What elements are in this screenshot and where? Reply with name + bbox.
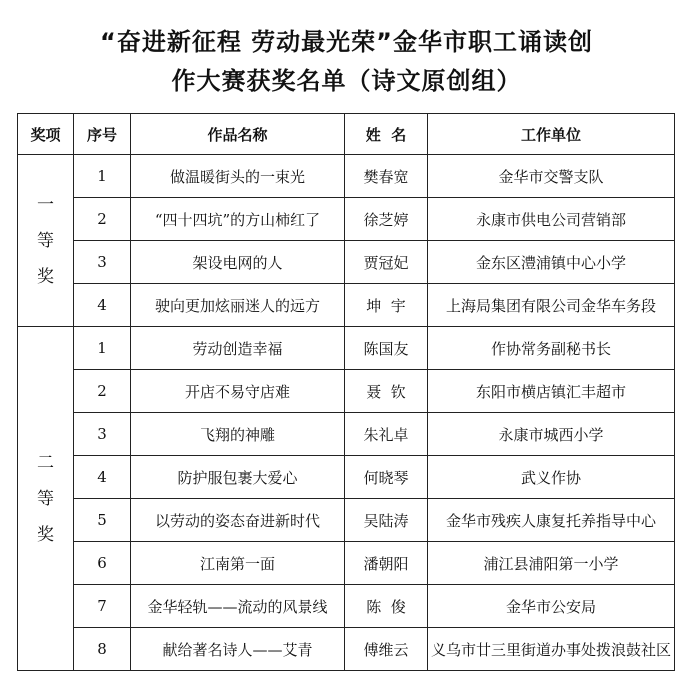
cell-no: 4: [74, 284, 131, 327]
cell-work: 金华轻轨——流动的风景线: [131, 585, 345, 628]
cell-unit: 作协常务副秘书长: [428, 327, 675, 370]
cell-name: 朱礼卓: [345, 413, 428, 456]
table-row: [18, 284, 675, 327]
cell-no: 2: [74, 370, 131, 413]
cell-no: 7: [74, 585, 131, 628]
cell-name: 何晓琴: [345, 456, 428, 499]
cell-no: 3: [74, 241, 131, 284]
header-no: 序号: [74, 114, 131, 155]
cell-name: 聂 钦: [345, 370, 428, 413]
cell-name: 贾冠妃: [345, 241, 428, 284]
header-name: 姓 名: [345, 114, 428, 155]
header-award: 奖项: [18, 114, 74, 155]
cell-no: 2: [74, 198, 131, 241]
cell-unit: 上海局集团有限公司金华车务段: [428, 284, 675, 327]
document-title-line1: “奋进新征程 劳动最光荣”金华市职工诵读创: [100, 28, 593, 56]
table-row: [18, 155, 675, 198]
table-row: [18, 327, 675, 370]
cell-unit: 金华市交警支队: [428, 155, 675, 198]
cell-work: 做温暖街头的一束光: [131, 155, 345, 198]
table-header-row: [18, 114, 675, 155]
cell-no: 1: [74, 155, 131, 198]
cell-no: 6: [74, 542, 131, 585]
cell-unit: 金东区澧浦镇中心小学: [428, 241, 675, 284]
cell-name: 傅维云: [345, 628, 428, 671]
cell-work: 劳动创造幸福: [131, 327, 345, 370]
cell-unit: 永康市城西小学: [428, 413, 675, 456]
cell-name: 吴陆涛: [345, 499, 428, 542]
award-char: 奖: [37, 524, 54, 545]
cell-unit: 金华市残疾人康复托养指导中心: [428, 499, 675, 542]
cell-unit: 东阳市横店镇汇丰超市: [428, 370, 675, 413]
cell-name: 陈 俊: [345, 585, 428, 628]
award-char: 等: [37, 488, 54, 509]
cell-no: 4: [74, 456, 131, 499]
table-row: [18, 585, 675, 628]
cell-unit: 浦江县浦阳第一小学: [428, 542, 675, 585]
table-row: [18, 198, 675, 241]
cell-no: 3: [74, 413, 131, 456]
award-char: 二: [37, 452, 54, 473]
award-level-cell: [18, 327, 74, 671]
cell-work: 驶向更加炫丽迷人的远方: [131, 284, 345, 327]
cell-work: 飞翔的神雕: [131, 413, 345, 456]
cell-work: 架设电网的人: [131, 241, 345, 284]
award-char: 一: [37, 194, 54, 215]
table-row: [18, 542, 675, 585]
cell-name: 潘朝阳: [345, 542, 428, 585]
award-char: 等: [37, 230, 54, 251]
document-title-line2: 作大赛获奖名单（诗文原创组）: [171, 67, 522, 95]
cell-name: 坤 宇: [345, 284, 428, 327]
cell-unit: 武义作协: [428, 456, 675, 499]
cell-work: “四十四坑”的方山柿红了: [131, 198, 345, 241]
table-row: [18, 370, 675, 413]
cell-work: 开店不易守店难: [131, 370, 345, 413]
header-unit: 工作单位: [428, 114, 675, 155]
cell-unit: 义乌市廿三里街道办事处拨浪鼓社区: [428, 628, 675, 671]
cell-unit: 金华市公安局: [428, 585, 675, 628]
awards-table: [17, 113, 675, 671]
cell-name: 樊春宽: [345, 155, 428, 198]
award-level-cell: [18, 155, 74, 327]
table-row: [18, 456, 675, 499]
table-row: [18, 413, 675, 456]
table-body: [18, 155, 675, 671]
cell-no: 1: [74, 327, 131, 370]
cell-work: 江南第一面: [131, 542, 345, 585]
cell-work: 以劳动的姿态奋进新时代: [131, 499, 345, 542]
table-row: [18, 628, 675, 671]
cell-no: 5: [74, 499, 131, 542]
cell-work: 献给著名诗人——艾青: [131, 628, 345, 671]
table-row: [18, 499, 675, 542]
award-char: 奖: [37, 266, 54, 287]
cell-unit: 永康市供电公司营销部: [428, 198, 675, 241]
cell-work: 防护服包裹大爱心: [131, 456, 345, 499]
header-work: 作品名称: [131, 114, 345, 155]
cell-name: 陈国友: [345, 327, 428, 370]
table-row: [18, 241, 675, 284]
cell-name: 徐芝婷: [345, 198, 428, 241]
cell-no: 8: [74, 628, 131, 671]
